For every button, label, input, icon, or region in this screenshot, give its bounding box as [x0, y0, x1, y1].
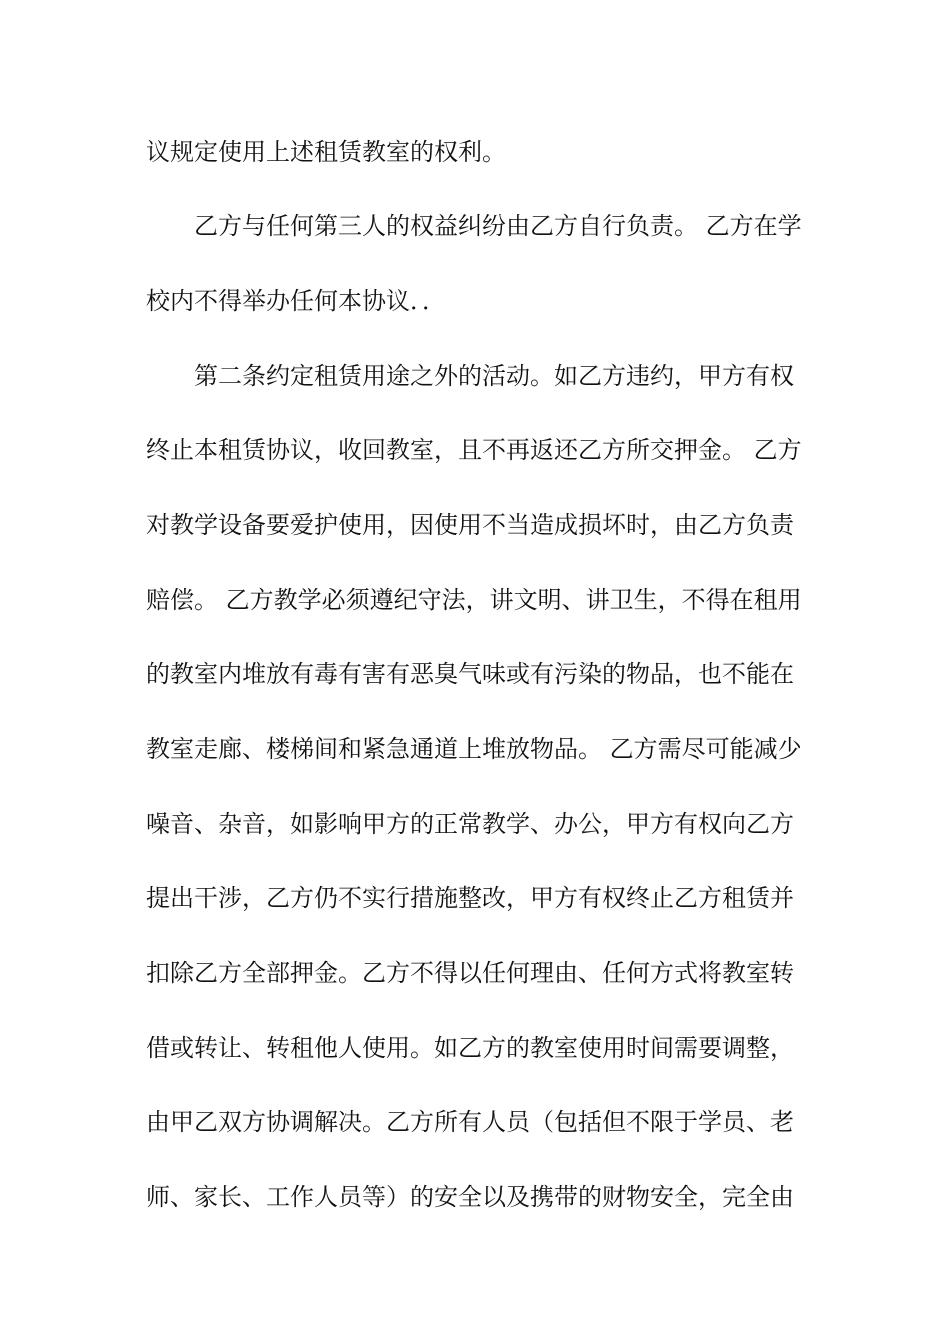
text-line-8: 的教室内堆放有毒有害有恶臭气味或有污染的物品，也不能在 — [146, 660, 794, 688]
text-line-14: 由甲乙双方协调解决。乙方所有人员（包括但不限于学员、老 — [146, 1108, 794, 1136]
text-line-6: 对教学设备要爱护使用，因使用不当造成损坏时，由乙方负责 — [146, 511, 794, 539]
text-line-4: 第二条约定租赁用途之外的活动。如乙方违约，甲方有权 — [194, 362, 794, 390]
text-line-3: 校内不得举办任何本协议．． — [146, 287, 446, 315]
text-line-5: 终止本租赁协议，收回教室，且不再返还乙方所交押金。 乙方 — [146, 436, 802, 464]
text-line-13: 借或转让、转租他人使用。如乙方的教室使用时间需要调整， — [146, 1034, 794, 1062]
text-line-12: 扣除乙方全部押金。乙方不得以任何理由、任何方式将教室转 — [146, 959, 794, 987]
text-line-2: 乙方与任何第三人的权益纠纷由乙方自行负责。 乙方在学 — [194, 212, 802, 240]
text-line-7: 赔偿。 乙方教学必须遵纪守法，讲文明、讲卫生，不得在租用 — [146, 586, 802, 614]
text-line-15: 师、家长、工作人员等）的安全以及携带的财物安全，完全由 — [146, 1183, 794, 1211]
text-line-11: 提出干涉，乙方仍不实行措施整改，甲方有权终止乙方租赁并 — [146, 884, 794, 912]
text-line-10: 噪音、杂音，如影响甲方的正常教学、办公，甲方有权向乙方 — [146, 810, 794, 838]
text-line-1: 议规定使用上述租赁教室的权利。 — [146, 138, 506, 166]
text-line-9: 教室走廊、楼梯间和紧急通道上堆放物品。 乙方需尽可能减少 — [146, 735, 802, 763]
